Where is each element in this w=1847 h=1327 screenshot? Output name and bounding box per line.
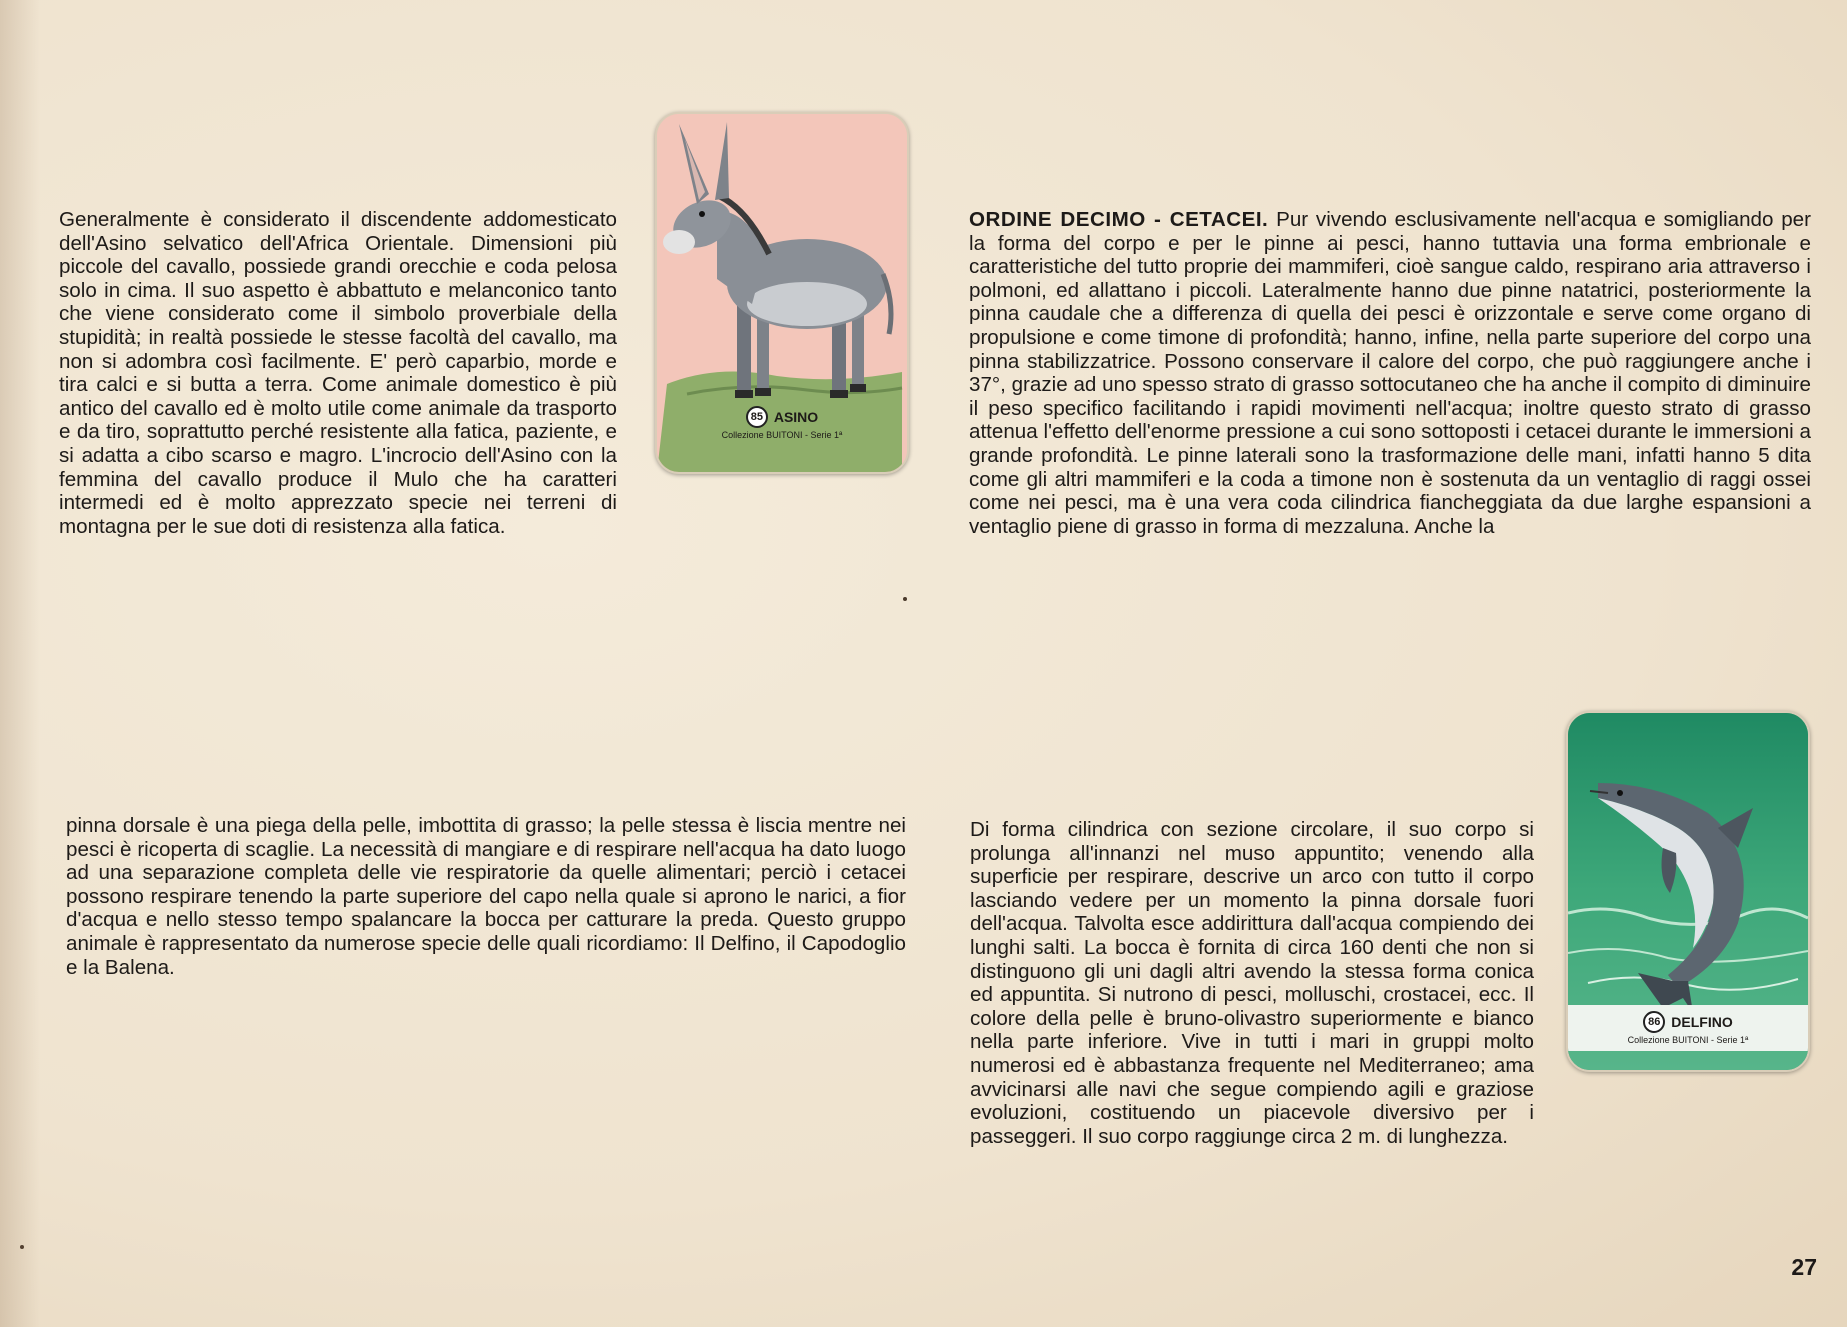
asino-card-number: 85: [746, 406, 768, 428]
delfino-card-name: DELFINO: [1671, 1014, 1733, 1030]
asino-card-label: [657, 406, 907, 440]
cetacei-continuation: pinna dorsale è una piega della pelle, imbottita di grasso; la pelle stessa è liscia mentre nei pesci è ricoperta di scaglie. La necessità di mangiare e di respirare nell'acqua ha dato luogo ad una separazione completa delle vie respiratorie da quelle alimentari; perciò i cetacei possono respirare tenendo la parte superiore del capo nella quale si aprono le narici, a fior d'acqua e nello stesso tempo spalancare la bocca per catturare la preda. Questo gruppo animale è rappresentato da numerose specie delle quali ricordiamo: Il Delfino, il Capodoglio e la Balena.: [66, 814, 906, 979]
cetacei-heading: ORDINE DECIMO - CETACEI.: [969, 208, 1269, 231]
asino-card-collection: Collezione BUITONI - Serie 1ª: [721, 430, 843, 440]
delfino-description: Di forma cilindrica con sezione circolare, il suo corpo si prolunga all'innanzi nel muso appuntito; venendo alla superficie per respirare, descrive un arco con tutto il corpo lasciando vedere per un momento la pinna dorsale fuori dell'acqua. Talvolta esce addirittura dall'acqua compiendo dei lunghi salti. La bocca è fornita di circa 160 denti che non si distinguono gli uni dagli altri avendo la stessa forma conica ed appuntita. Si nutrono di pesci, molluschi, crostacei, ecc. Il colore della pelle è bruno-olivastro superiormente e bianco nella parte inferiore. Vive in tutti i mari in gruppi molto numerosi ed è abbastanza frequente nel Mediterraneo; ama avvicinarsi alle navi che segue compiendo agili e graziose evoluzioni, costituendo un piacevole diversivo per i passeggeri. Il suo corpo raggiunge circa 2 m. di lunghezza.: [970, 818, 1534, 1148]
cetacei-description: [969, 208, 1811, 538]
paper-speck: [20, 1245, 24, 1249]
asino-card-name: ASINO: [773, 409, 819, 425]
asino-card: [655, 112, 909, 474]
paper-speck: [903, 597, 907, 601]
delfino-card-number: 86: [1643, 1011, 1665, 1033]
delfino-card-label: [1568, 1005, 1808, 1051]
delfino-card-collection: Collezione BUITONI - Serie 1ª: [1627, 1035, 1749, 1045]
delfino-card: [1566, 711, 1810, 1072]
cetacei-text: Pur vivendo esclusivamente nell'acqua e somigliando per la forma del corpo e per le pinne ai pesci, hanno tuttavia una forma embrionale e caratteristiche del tutto proprie dei mammiferi, cioè sangue caldo, respirano aria attraverso i polmoni, ed allattano i piccoli. Lateralmente hanno due pinne natatrici, posteriormente la pinna caudale che a differenza di quella dei pesci è orizzontale e serve come organo di propulsione e come timone di profondità; hanno, infine, nella parte superiore del corpo una pinna stabilizzatrice. Possono conservare il calore del corpo, che può raggiungere anche i 37°, grazie ad uno spesso strato di grasso sottocutaneo che ha anche il compito di diminuire il peso specifico facilitando i rapidi movimenti nell'acqua; inoltre questo strato di grasso attenua l'effetto dell'enorme pressione a cui sono sottoposti i cetacei durante le immersioni a grande profondità. Le pinne laterali sono la trasformazione delle mani, infatti hanno 5 dita come gli altri mammiferi e la coda a timone non è sostenuta da un ventaglio di raggi ossei come nei pesci, ma è una vera coda cilindrica fiancheggiata da due larghe espansioni a ventaglio piene di grasso in forma di mezzaluna. Anche la: [969, 208, 1811, 538]
asino-description: Generalmente è considerato il discendente addomesticato dell'Asino selvatico dell'Africa Orientale. Dimensioni più piccole del cavallo, possiede grandi orecchie e coda pelosa solo in cima. Il suo aspetto è abbattuto e melanconico tanto che viene considerato come il simbolo proverbiale della stupidità; in realtà possiede le stesse facoltà del cavallo, ma non si adombra così facilmente. E' però caparbio, morde e tira calci e si butta a terra. Come animale domestico è più antico del cavallo ed è molto utile come animale da trasporto e da tiro, soprattutto perché resistente alla fatica, paziente, e si adatta a cibo scarso e magro. L'incrocio dell'Asino con la femmina del cavallo produce il Mulo che ha caratteri intermedi ed è molto apprezzato specie nei terreni di montagna per le sue doti di resistenza alla fatica.: [59, 208, 617, 538]
page-number: 27: [1791, 1254, 1817, 1280]
